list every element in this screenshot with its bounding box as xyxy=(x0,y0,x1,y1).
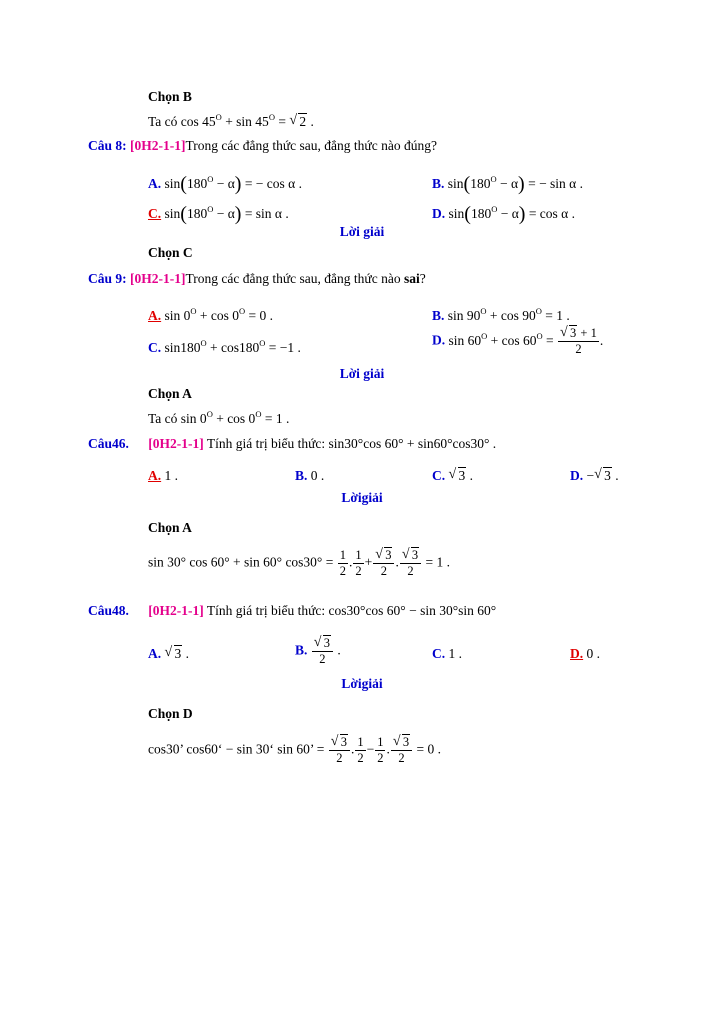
q46-solution: sin 30° cos 60° + sin 60° cos30° = $\frac{1}{2}$ . $\frac{1}{2}$ + √ 3 2 . √ 3 2 = 1 . xyxy=(148,547,450,578)
q8-solution-title: Lời giải xyxy=(339,224,385,239)
q8-option-b[interactable]: B. $\sin(180^O - \alpha)$ = − sin α . xyxy=(432,173,584,195)
q48-solution: cos30’ cos60‘ − sin 30‘ sin 60’ = √ 3 2 . $\frac{1}{2}$ − $\frac{1}{2}$ . √ 3 2 = 0 . xyxy=(148,734,441,765)
q9-option-a[interactable]: A. $\sin 0^O + \cos 0^O = 0$ . xyxy=(148,306,274,323)
q48-tag: [0H2-1-1] xyxy=(148,603,204,618)
q46-option-d[interactable]: D. − √ 3 . xyxy=(570,467,619,483)
q8-option-d[interactable]: D. $\sin(180^O - \alpha) = \cos \alpha$ . xyxy=(432,203,575,225)
q48-solution-title: Lờigiải xyxy=(341,676,383,691)
q9-answer: Chọn A xyxy=(148,386,192,401)
q7-answer: Chọn B xyxy=(148,89,192,104)
q48-stem: Câu48. [0H2-1-1] Tính giá trị biểu thức: cos30°cos 60° − sin 30°sin 60° xyxy=(88,603,497,618)
q8-answer: Chọn C xyxy=(148,245,193,260)
q48-option-a[interactable]: A. √ 3 . xyxy=(148,645,189,661)
q8-tag: [0H2-1-1] xyxy=(130,138,186,153)
q7-solution xyxy=(148,108,314,131)
q8-option-a[interactable]: A. $\sin(180^O - \alpha)$ = − cos α . xyxy=(148,173,302,195)
q46-option-c[interactable]: C. √ 3 . xyxy=(432,467,473,483)
q46-label: Câu46. xyxy=(88,436,129,451)
q48-label: Câu48. xyxy=(88,603,129,618)
q48-option-c[interactable]: C. 1 . xyxy=(432,646,462,661)
q8-option-c[interactable]: C. $\sin(180^O - \alpha) = \sin \alpha$ . xyxy=(148,203,289,225)
q9-tag: [0H2-1-1] xyxy=(130,271,186,286)
q7-sol-intro: Ta có xyxy=(148,114,178,129)
q8-text: Trong các đẳng thức sau, đẳng thức nào đúng? xyxy=(185,138,437,153)
q9-solution: Ta có $\sin 0^O + \cos 0^O = 1$ . xyxy=(148,409,290,426)
q46-solution-title: Lờigiải xyxy=(341,490,383,505)
q9-stem: Câu 9: [0H2-1-1]Trong các đẳng thức sau, đẳng thức nào sai? xyxy=(88,271,426,286)
q48-option-d[interactable]: D. 0 . xyxy=(570,646,600,661)
q48-option-b[interactable]: B. √ 3 2 . xyxy=(295,635,341,666)
q9-option-d[interactable]: D. $\sin 60^O + \cos 60^O$ = √ 3 + 1 2 . xyxy=(432,325,604,356)
q8-label: Câu 8: xyxy=(88,138,127,153)
q9-solution-title: Lời giải xyxy=(339,366,385,381)
q46-answer: Chọn A xyxy=(148,520,192,535)
q7-sol-expr: $\cos 45^O + \sin 45^O$ = √ 2 . xyxy=(180,112,314,129)
q46-stem: Câu46. [0H2-1-1] Tính giá trị biểu thức: sin30°cos 60° + sin60°cos30° . xyxy=(88,436,497,451)
q48-answer: Chọn D xyxy=(148,706,193,721)
q46-option-b[interactable]: B. 0 . xyxy=(295,468,325,483)
q9-label: Câu 9: xyxy=(88,271,127,286)
q9-option-c[interactable]: C. $\sin 180^O + \cos 180^O = -1$ . xyxy=(148,338,301,355)
q46-tag: [0H2-1-1] xyxy=(148,436,204,451)
q8-stem xyxy=(88,137,437,155)
q46-option-a[interactable]: A. 1 . xyxy=(148,468,178,483)
q9-option-b[interactable]: B. $\sin 90^O + \cos 90^O = 1$ . xyxy=(432,306,570,323)
